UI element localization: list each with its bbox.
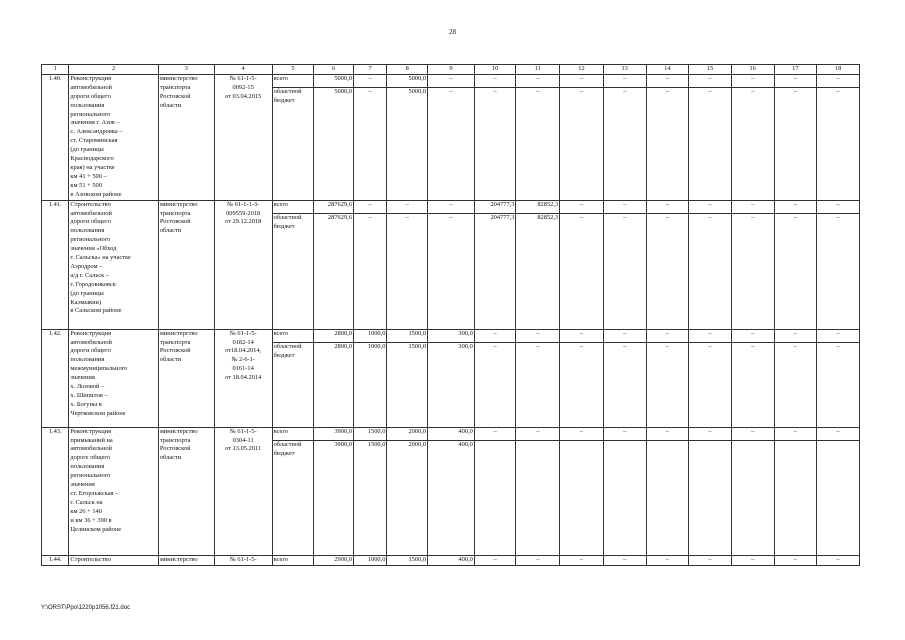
funding-source: всего [272, 200, 314, 213]
object-name: Реконструкция автомобильной дороги общего пользования межмуниципального значения х. Лозовой – х. Шипилов – х. Богуны в Чертковском районе [69, 329, 158, 427]
column-number-14: 14 [646, 65, 689, 75]
column-number-11: 11 [516, 65, 560, 75]
amount-cell: – [774, 74, 817, 88]
amount-cell: – [474, 88, 516, 200]
column-number-8: 8 [387, 65, 428, 75]
amount-cell: 300,0 [428, 329, 475, 342]
amount-cell: 1500,0 [353, 427, 387, 440]
amount-cell: – [774, 200, 817, 213]
amount-cell: 5000,0 [387, 88, 428, 200]
amount-cell: – [560, 74, 604, 88]
amount-cell: – [774, 555, 817, 565]
amount-cell: – [817, 200, 860, 213]
header-row [42, 65, 860, 75]
amount-cell: 2800,0 [314, 342, 354, 427]
row-number: 1.44. [42, 555, 69, 565]
amount-cell: – [560, 427, 604, 440]
row-number: 1.43. [42, 427, 69, 555]
funding-source: областной бюджет [272, 342, 314, 427]
amount-cell: – [689, 88, 732, 200]
amount-cell: – [516, 342, 560, 427]
amount-cell: – [646, 427, 689, 440]
amount-cell: 82852,3 [516, 213, 560, 329]
amount-cell: – [603, 200, 646, 213]
approval-document: № 61-1-5- 0182-14 от18.04.2014, № 2-6-1- 0161-14 от 18.04.2014 [214, 329, 272, 427]
column-number-6: 6 [314, 65, 354, 75]
amount-cell: – [646, 200, 689, 213]
amount-cell: 5000,0 [314, 88, 354, 200]
column-number-5: 5 [272, 65, 314, 75]
amount-cell: – [560, 213, 604, 329]
responsible-executor: министерство транспорта Ростовской области [158, 200, 214, 329]
funding-source: всего [272, 329, 314, 342]
amount-cell: – [603, 329, 646, 342]
amount-cell: 5000,0 [387, 74, 428, 88]
amount-cell: – [560, 555, 604, 565]
amount-cell: – [731, 427, 774, 440]
row-number: 1.40. [42, 74, 69, 200]
funding-source: всего [272, 74, 314, 88]
amount-cell: – [516, 88, 560, 200]
amount-cell: 1500,0 [387, 342, 428, 427]
amount-cell: 300,0 [428, 342, 475, 427]
amount-cell: – [689, 200, 732, 213]
amount-cell: – [474, 342, 516, 427]
amount-cell: 1500,0 [387, 555, 428, 565]
funding-source: всего [272, 427, 314, 440]
amount-cell: – [603, 88, 646, 200]
amount-cell: – [474, 427, 516, 440]
object-name: Реконструкция примыканий на автомобильной дороге общего пользования регионального значения ст. Егорлыкская – г. Сальск на км 26 + 140 и км 36 + 390 в Целинском районе [69, 427, 158, 555]
table-row [42, 427, 860, 440]
amount-cell: – [353, 74, 387, 88]
amount-cell: 1000,0 [353, 329, 387, 342]
amount-cell: – [731, 342, 774, 427]
amount-cell: – [774, 88, 817, 200]
amount-cell: – [516, 329, 560, 342]
table-row [42, 200, 860, 213]
amount-cell [646, 440, 689, 555]
amount-cell: – [353, 213, 387, 329]
amount-cell: – [560, 342, 604, 427]
amount-cell [603, 440, 646, 555]
object-name: Строительство [69, 555, 158, 565]
funding-source: областной бюджет [272, 213, 314, 329]
approval-document: № 61-1-5- 0092-15 от 03.04.2015 [214, 74, 272, 200]
amount-cell: – [774, 213, 817, 329]
amount-cell: 2000,0 [387, 427, 428, 440]
amount-cell: – [387, 200, 428, 213]
amount-cell: – [689, 555, 732, 565]
column-number-18: 18 [817, 65, 860, 75]
amount-cell: – [689, 74, 732, 88]
column-number-2: 2 [69, 65, 158, 75]
amount-cell: 5000,0 [314, 74, 354, 88]
amount-cell: – [774, 342, 817, 427]
amount-cell: – [428, 88, 475, 200]
amount-cell: 400,0 [428, 555, 475, 565]
amount-cell: – [516, 555, 560, 565]
amount-cell: 3900,0 [314, 427, 354, 440]
column-number-7: 7 [353, 65, 387, 75]
program-table [41, 64, 860, 566]
column-number-1: 1 [42, 65, 69, 75]
amount-cell: 287629,6 [314, 200, 354, 213]
table-row [42, 74, 860, 88]
amount-cell [560, 440, 604, 555]
amount-cell: – [474, 74, 516, 88]
amount-cell: – [516, 427, 560, 440]
amount-cell: – [731, 200, 774, 213]
amount-cell [731, 440, 774, 555]
table-row [42, 555, 860, 565]
amount-cell: – [560, 88, 604, 200]
amount-cell: – [474, 329, 516, 342]
amount-cell [774, 440, 817, 555]
amount-cell: – [353, 88, 387, 200]
amount-cell: 400,0 [428, 440, 475, 555]
column-number-10: 10 [474, 65, 516, 75]
amount-cell: – [817, 88, 860, 200]
object-name: Строительство автомобильной дороги общего пользования регионального значения «Обход г. Сальска» на участке Аэродром – а/д г. Сальск – г. Городовиковск (до границы Калмыкии) в Сальском районе [69, 200, 158, 329]
row-number: 1.41. [42, 200, 69, 329]
approval-document: № 61-1-5- 0304-11 от 13.05.2011 [214, 427, 272, 555]
file-path-footer: Y:\ORST\Ppo\1220p1056.f21.doc [41, 605, 131, 611]
amount-cell: 82852,3 [516, 200, 560, 213]
responsible-executor: министерство транспорта Ростовской области [158, 427, 214, 555]
funding-source: областной бюджет [272, 88, 314, 200]
table-row [42, 329, 860, 342]
amount-cell: – [689, 427, 732, 440]
amount-cell [817, 440, 860, 555]
amount-cell: 287629,6 [314, 213, 354, 329]
amount-cell: 1000,0 [353, 555, 387, 565]
amount-cell [689, 440, 732, 555]
column-number-12: 12 [560, 65, 604, 75]
amount-cell: – [689, 213, 732, 329]
amount-cell: – [603, 213, 646, 329]
amount-cell: – [428, 74, 475, 88]
amount-cell: 204777,3 [474, 213, 516, 329]
amount-cell: – [603, 74, 646, 88]
responsible-executor: министерство [158, 555, 214, 565]
amount-cell: 1500,0 [387, 329, 428, 342]
responsible-executor: министерство транспорта Ростовской области [158, 74, 214, 200]
amount-cell: – [560, 329, 604, 342]
row-number: 1.42. [42, 329, 69, 427]
amount-cell: – [817, 74, 860, 88]
amount-cell: – [516, 74, 560, 88]
amount-cell: – [560, 200, 604, 213]
amount-cell: – [428, 213, 475, 329]
column-number-4: 4 [214, 65, 272, 75]
amount-cell: – [646, 88, 689, 200]
amount-cell: – [646, 329, 689, 342]
amount-cell: 400,0 [428, 427, 475, 440]
amount-cell: – [731, 213, 774, 329]
amount-cell: – [817, 555, 860, 565]
amount-cell: – [774, 329, 817, 342]
amount-cell: 2000,0 [387, 440, 428, 555]
amount-cell: – [817, 213, 860, 329]
column-number-16: 16 [731, 65, 774, 75]
amount-cell: – [646, 342, 689, 427]
amount-cell: – [774, 427, 817, 440]
column-number-15: 15 [689, 65, 732, 75]
amount-cell [474, 440, 516, 555]
column-number-9: 9 [428, 65, 475, 75]
amount-cell: – [646, 555, 689, 565]
approval-document: № 61-1-1-3- 009559-2018 от 29.12.2018 [214, 200, 272, 329]
funding-source: всего [272, 555, 314, 565]
amount-cell: – [603, 555, 646, 565]
amount-cell: – [817, 427, 860, 440]
amount-cell: – [817, 342, 860, 427]
amount-cell: – [387, 213, 428, 329]
column-number-3: 3 [158, 65, 214, 75]
amount-cell: – [731, 74, 774, 88]
amount-cell: – [603, 427, 646, 440]
amount-cell: 1000,0 [353, 342, 387, 427]
amount-cell: 204777,3 [474, 200, 516, 213]
amount-cell: – [731, 555, 774, 565]
column-number-13: 13 [603, 65, 646, 75]
amount-cell: – [353, 200, 387, 213]
funding-source: областной бюджет [272, 440, 314, 555]
amount-cell: – [689, 329, 732, 342]
amount-cell: 2900,0 [314, 555, 354, 565]
amount-cell: – [731, 88, 774, 200]
object-name: Реконструкция автомобильной дороги общего пользования регионального значения г. Азов – с. Александровка – ст. Староминская (до границы Краснодарского края) на участке км 41 + 500 – км 51 + 500 в Азовском районе [69, 74, 158, 200]
amount-cell: 2800,0 [314, 329, 354, 342]
amount-cell: – [817, 329, 860, 342]
amount-cell: 3900,0 [314, 440, 354, 555]
amount-cell: – [474, 555, 516, 565]
approval-document: № 61-1-5- [214, 555, 272, 565]
amount-cell: – [731, 329, 774, 342]
column-number-17: 17 [774, 65, 817, 75]
amount-cell: – [689, 342, 732, 427]
amount-cell [516, 440, 560, 555]
amount-cell: – [428, 200, 475, 213]
page-number: 28 [449, 28, 456, 36]
amount-cell: – [646, 213, 689, 329]
responsible-executor: министерство транспорта Ростовской области [158, 329, 214, 427]
amount-cell: – [603, 342, 646, 427]
amount-cell: – [646, 74, 689, 88]
amount-cell: 1500,0 [353, 440, 387, 555]
